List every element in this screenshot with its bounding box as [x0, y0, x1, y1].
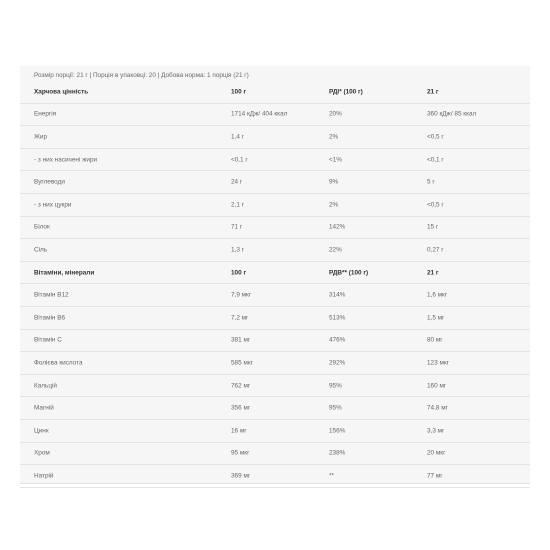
- daily-intake-percent: 292%: [329, 359, 346, 367]
- column-header-nutrient-name: Вітаміни, мінерали: [34, 269, 95, 277]
- table-row: [20, 375, 530, 398]
- per-serving-value: 1,6 мкг: [427, 291, 448, 299]
- table-row: [20, 465, 530, 488]
- nutrient-name: Кальцій: [34, 382, 57, 390]
- per-100g-value: 381 мг: [231, 336, 251, 344]
- nutrient-name: - з них цукри: [34, 201, 72, 209]
- per-100g-value: 7,9 мкг: [231, 291, 252, 299]
- nutrient-name: Вітамін B12: [34, 291, 69, 299]
- nutrient-name: Вітамін B6: [34, 314, 66, 322]
- table-header-row: [20, 81, 530, 104]
- table-header-row: [20, 262, 530, 285]
- per-100g-value: 585 мкг: [231, 359, 253, 367]
- table-row: [20, 149, 530, 172]
- per-serving-value: 74,8 мг: [427, 404, 448, 412]
- daily-intake-percent: **: [329, 472, 334, 480]
- nutrient-name: Магній: [34, 404, 54, 412]
- per-100g-value: 7,2 мг: [231, 314, 249, 322]
- per-serving-value: <0,5 г: [427, 201, 444, 209]
- serving-info: Розмір порції: 21 г | Порція в упаковці: 20 | Добова норма: 1 порція (21 г): [34, 72, 249, 79]
- per-100g-value: 71 г: [231, 223, 243, 231]
- column-header-per-100g-value: 100 г: [231, 88, 247, 96]
- column-header-per-100g-value: 100 г: [231, 269, 247, 277]
- daily-intake-percent: <1%: [329, 156, 342, 164]
- daily-intake-percent: 95%: [329, 382, 342, 390]
- table-row: [20, 239, 530, 262]
- per-100g-value: 95 мкг: [231, 449, 250, 457]
- per-serving-value: 1,5 мг: [427, 314, 445, 322]
- nutrient-name: Цинк: [34, 427, 49, 435]
- table-row: [20, 443, 530, 466]
- column-header-daily-intake-percent: РДВ** (100 г): [329, 269, 369, 277]
- per-serving-value: <0,1 г: [427, 156, 444, 164]
- nutrient-name: Натрій: [34, 472, 54, 480]
- table-row: [20, 330, 530, 353]
- nutrition-facts-table: [20, 66, 530, 484]
- daily-intake-percent: 2%: [329, 133, 339, 141]
- per-100g-value: 1,3 г: [231, 246, 244, 254]
- per-serving-value: 3,3 мг: [427, 427, 445, 435]
- daily-intake-percent: 20%: [329, 110, 342, 118]
- per-serving-value: <0,5 г: [427, 133, 444, 141]
- daily-intake-percent: 314%: [329, 291, 346, 299]
- table-row: [20, 194, 530, 217]
- daily-intake-percent: 476%: [329, 336, 346, 344]
- per-100g-value: 369 мг: [231, 472, 251, 480]
- per-serving-value: 80 мг: [427, 336, 443, 344]
- per-100g-value: 24 г: [231, 178, 243, 186]
- column-header-nutrient-name: Харчова цінність: [34, 88, 89, 96]
- nutrient-name: Жир: [34, 133, 48, 141]
- per-serving-value: 0,27 г: [427, 246, 444, 254]
- nutrient-name: Вуглеводи: [34, 178, 65, 186]
- per-100g-value: 1,4 г: [231, 133, 244, 141]
- daily-intake-percent: 9%: [329, 178, 339, 186]
- per-100g-value: 1714 кДж/ 404 ккал: [231, 110, 288, 118]
- per-serving-value: 20 мкг: [427, 449, 446, 457]
- per-serving-value: 123 мкг: [427, 359, 449, 367]
- table-row: [20, 126, 530, 149]
- table-row: [20, 104, 530, 127]
- per-serving-value: 77 мг: [427, 472, 443, 480]
- table-row: [20, 420, 530, 443]
- nutrient-name: Вітамін C: [34, 336, 62, 344]
- table-row: [20, 217, 530, 240]
- daily-intake-percent: 156%: [329, 427, 346, 435]
- table-row: [20, 171, 530, 194]
- per-serving-value: 160 мг: [427, 382, 447, 390]
- column-header-per-serving-value: 21 г: [427, 269, 439, 277]
- column-header-per-serving-value: 21 г: [427, 88, 439, 96]
- daily-intake-percent: 22%: [329, 246, 342, 254]
- table-row: [20, 284, 530, 307]
- nutrient-name: Енергія: [34, 110, 57, 118]
- per-serving-value: 5 г: [427, 178, 435, 186]
- per-100g-value: 356 мг: [231, 404, 251, 412]
- per-serving-value: 15 г: [427, 223, 439, 231]
- table-row: [20, 352, 530, 375]
- daily-intake-percent: 142%: [329, 223, 346, 231]
- table-row: [20, 307, 530, 330]
- column-header-daily-intake-percent: РДІ* (100 г): [329, 88, 363, 96]
- per-100g-value: 16 мг: [231, 427, 247, 435]
- nutrient-name: Фолієва кислота: [34, 359, 83, 367]
- per-100g-value: 762 мг: [231, 382, 251, 390]
- nutrient-name: Хром: [34, 449, 50, 457]
- daily-intake-percent: 2%: [329, 201, 339, 209]
- per-serving-value: 360 кДж/ 85 ккал: [427, 110, 477, 118]
- daily-intake-percent: 95%: [329, 404, 342, 412]
- nutrient-name: - з них насичені жири: [34, 156, 98, 164]
- table-body: [20, 81, 530, 488]
- daily-intake-percent: 513%: [329, 314, 346, 322]
- nutrient-name: Сіль: [34, 246, 48, 254]
- table-row: [20, 397, 530, 420]
- nutrient-name: Білок: [34, 223, 50, 231]
- daily-intake-percent: 238%: [329, 449, 346, 457]
- per-100g-value: 2,1 г: [231, 201, 244, 209]
- per-100g-value: <0,1 г: [231, 156, 248, 164]
